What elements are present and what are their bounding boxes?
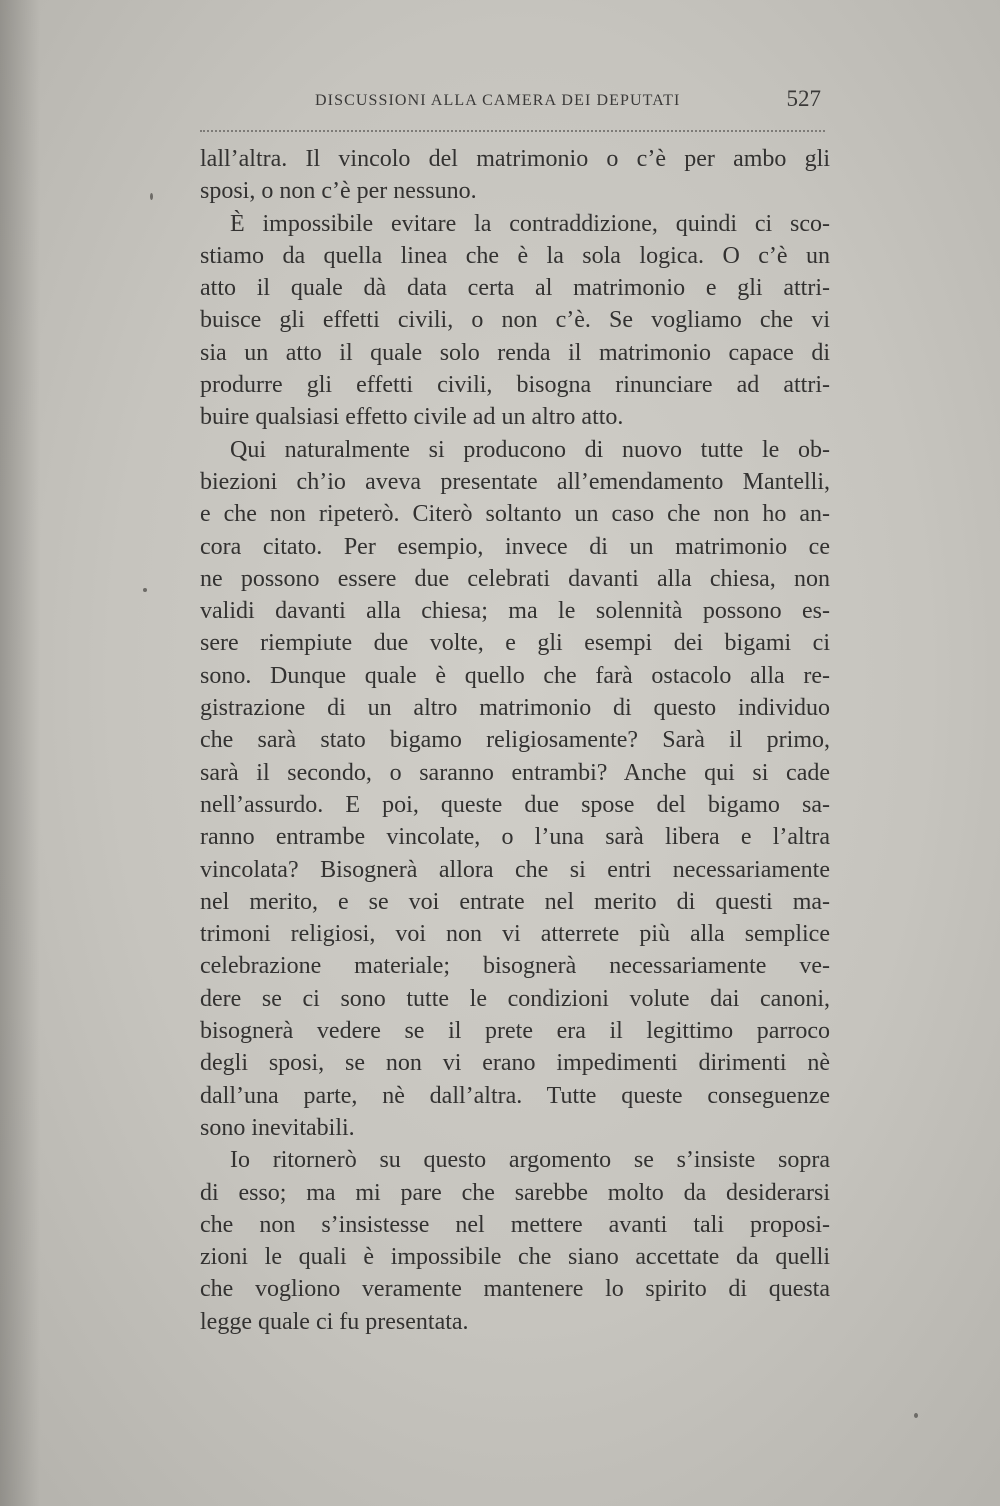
text-line: dere se ci sono tutte le condizioni volute dai canoni, — [200, 985, 830, 1012]
text-line: celebrazione materiale; bisognerà necessariamente ve- — [200, 953, 830, 980]
scan-edge-shadow — [0, 0, 40, 1506]
text-line: bisognerà vedere se il prete era il legittimo parroco — [200, 1018, 830, 1045]
text-line: stiamo da quella linea che è la sola logica. O c’è un — [200, 242, 830, 269]
text-line: ranno entrambe vincolate, o l’una sarà libera e l’altra — [200, 824, 830, 851]
text-line: È impossibile evitare la contraddizione, quindi ci sco- — [230, 210, 830, 237]
text-line: cora citato. Per esempio, invece di un matrimonio ce — [200, 533, 830, 560]
body-text — [200, 143, 830, 1338]
text-line: sere riempiute due volte, e gli esempi dei bigami ci — [200, 630, 830, 657]
text-line: Qui naturalmente si producono di nuovo tutte le ob- — [230, 436, 830, 463]
scan-speck — [150, 193, 153, 200]
scan-speck — [914, 1413, 918, 1418]
header-rule — [200, 130, 825, 132]
text-line: di esso; ma mi pare che sarebbe molto da desiderarsi — [200, 1179, 830, 1206]
text-line: buire qualsiasi effetto civile ad un altro atto. — [200, 404, 624, 431]
text-line: produrre gli effetti civili, bisogna rinunciare ad attri- — [200, 372, 830, 399]
text-line: degli sposi, se non vi erano impedimenti dirimenti nè — [200, 1050, 830, 1077]
text-line: validi davanti alla chiesa; ma le solennità possono es- — [200, 598, 830, 625]
text-line: buisce gli effetti civili, o non c’è. Se vogliamo che vi — [200, 307, 830, 334]
text-line: Io ritornerò su questo argomento se s’insiste sopra — [230, 1147, 830, 1174]
running-title: DISCUSSIONI ALLA CAMERA DEI DEPUTATI — [315, 92, 681, 109]
scan-speck — [143, 588, 147, 592]
text-line: sia un atto il quale solo renda il matrimonio capace di — [200, 339, 830, 366]
text-line: sarà il secondo, o saranno entrambi? Anche qui si cade — [200, 759, 830, 786]
text-line: sono. Dunque quale è quello che farà ostacolo alla re- — [200, 662, 830, 689]
running-head — [200, 88, 825, 118]
text-line: zioni le quali è impossibile che siano accettate da quelli — [200, 1244, 830, 1271]
text-line: biezioni ch’io aveva presentate all’emendamento Mantelli, — [200, 468, 830, 495]
text-line: vincolata? Bisognerà allora che si entri necessariamente — [200, 856, 830, 883]
text-line: nel merito, e se voi entrate nel merito di questi ma- — [200, 888, 830, 915]
text-line: che sarà stato bigamo religiosamente? Sarà il primo, — [200, 727, 830, 754]
page-number: 527 — [786, 86, 821, 111]
text-line: dall’una parte, nè dall’altra. Tutte queste conseguenze — [200, 1082, 830, 1109]
text-line: lall’altra. Il vincolo del matrimonio o c’è per ambo gli — [200, 146, 830, 172]
text-line: gistrazione di un altro matrimonio di questo individuo — [200, 695, 830, 722]
text-line: trimoni religiosi, voi non vi atterrete più alla semplice — [200, 921, 830, 948]
text-line: legge quale ci fu presentata. — [200, 1308, 469, 1335]
text-line: e che non ripeterò. Citerò soltanto un caso che non ho an- — [200, 501, 830, 528]
text-line: nell’assurdo. E poi, queste due spose del bigamo sa- — [200, 791, 830, 818]
text-line: sposi, o non c’è per nessuno. — [200, 178, 477, 205]
text-line: ne possono essere due celebrati davanti alla chiesa, non — [200, 565, 830, 592]
text-line: che non s’insistesse nel mettere avanti tali proposi- — [200, 1211, 830, 1238]
text-line: atto il quale dà data certa al matrimonio e gli attri- — [200, 275, 830, 302]
text-line: che vogliono veramente mantenere lo spirito di questa — [200, 1276, 830, 1303]
text-line: sono inevitabili. — [200, 1114, 355, 1141]
